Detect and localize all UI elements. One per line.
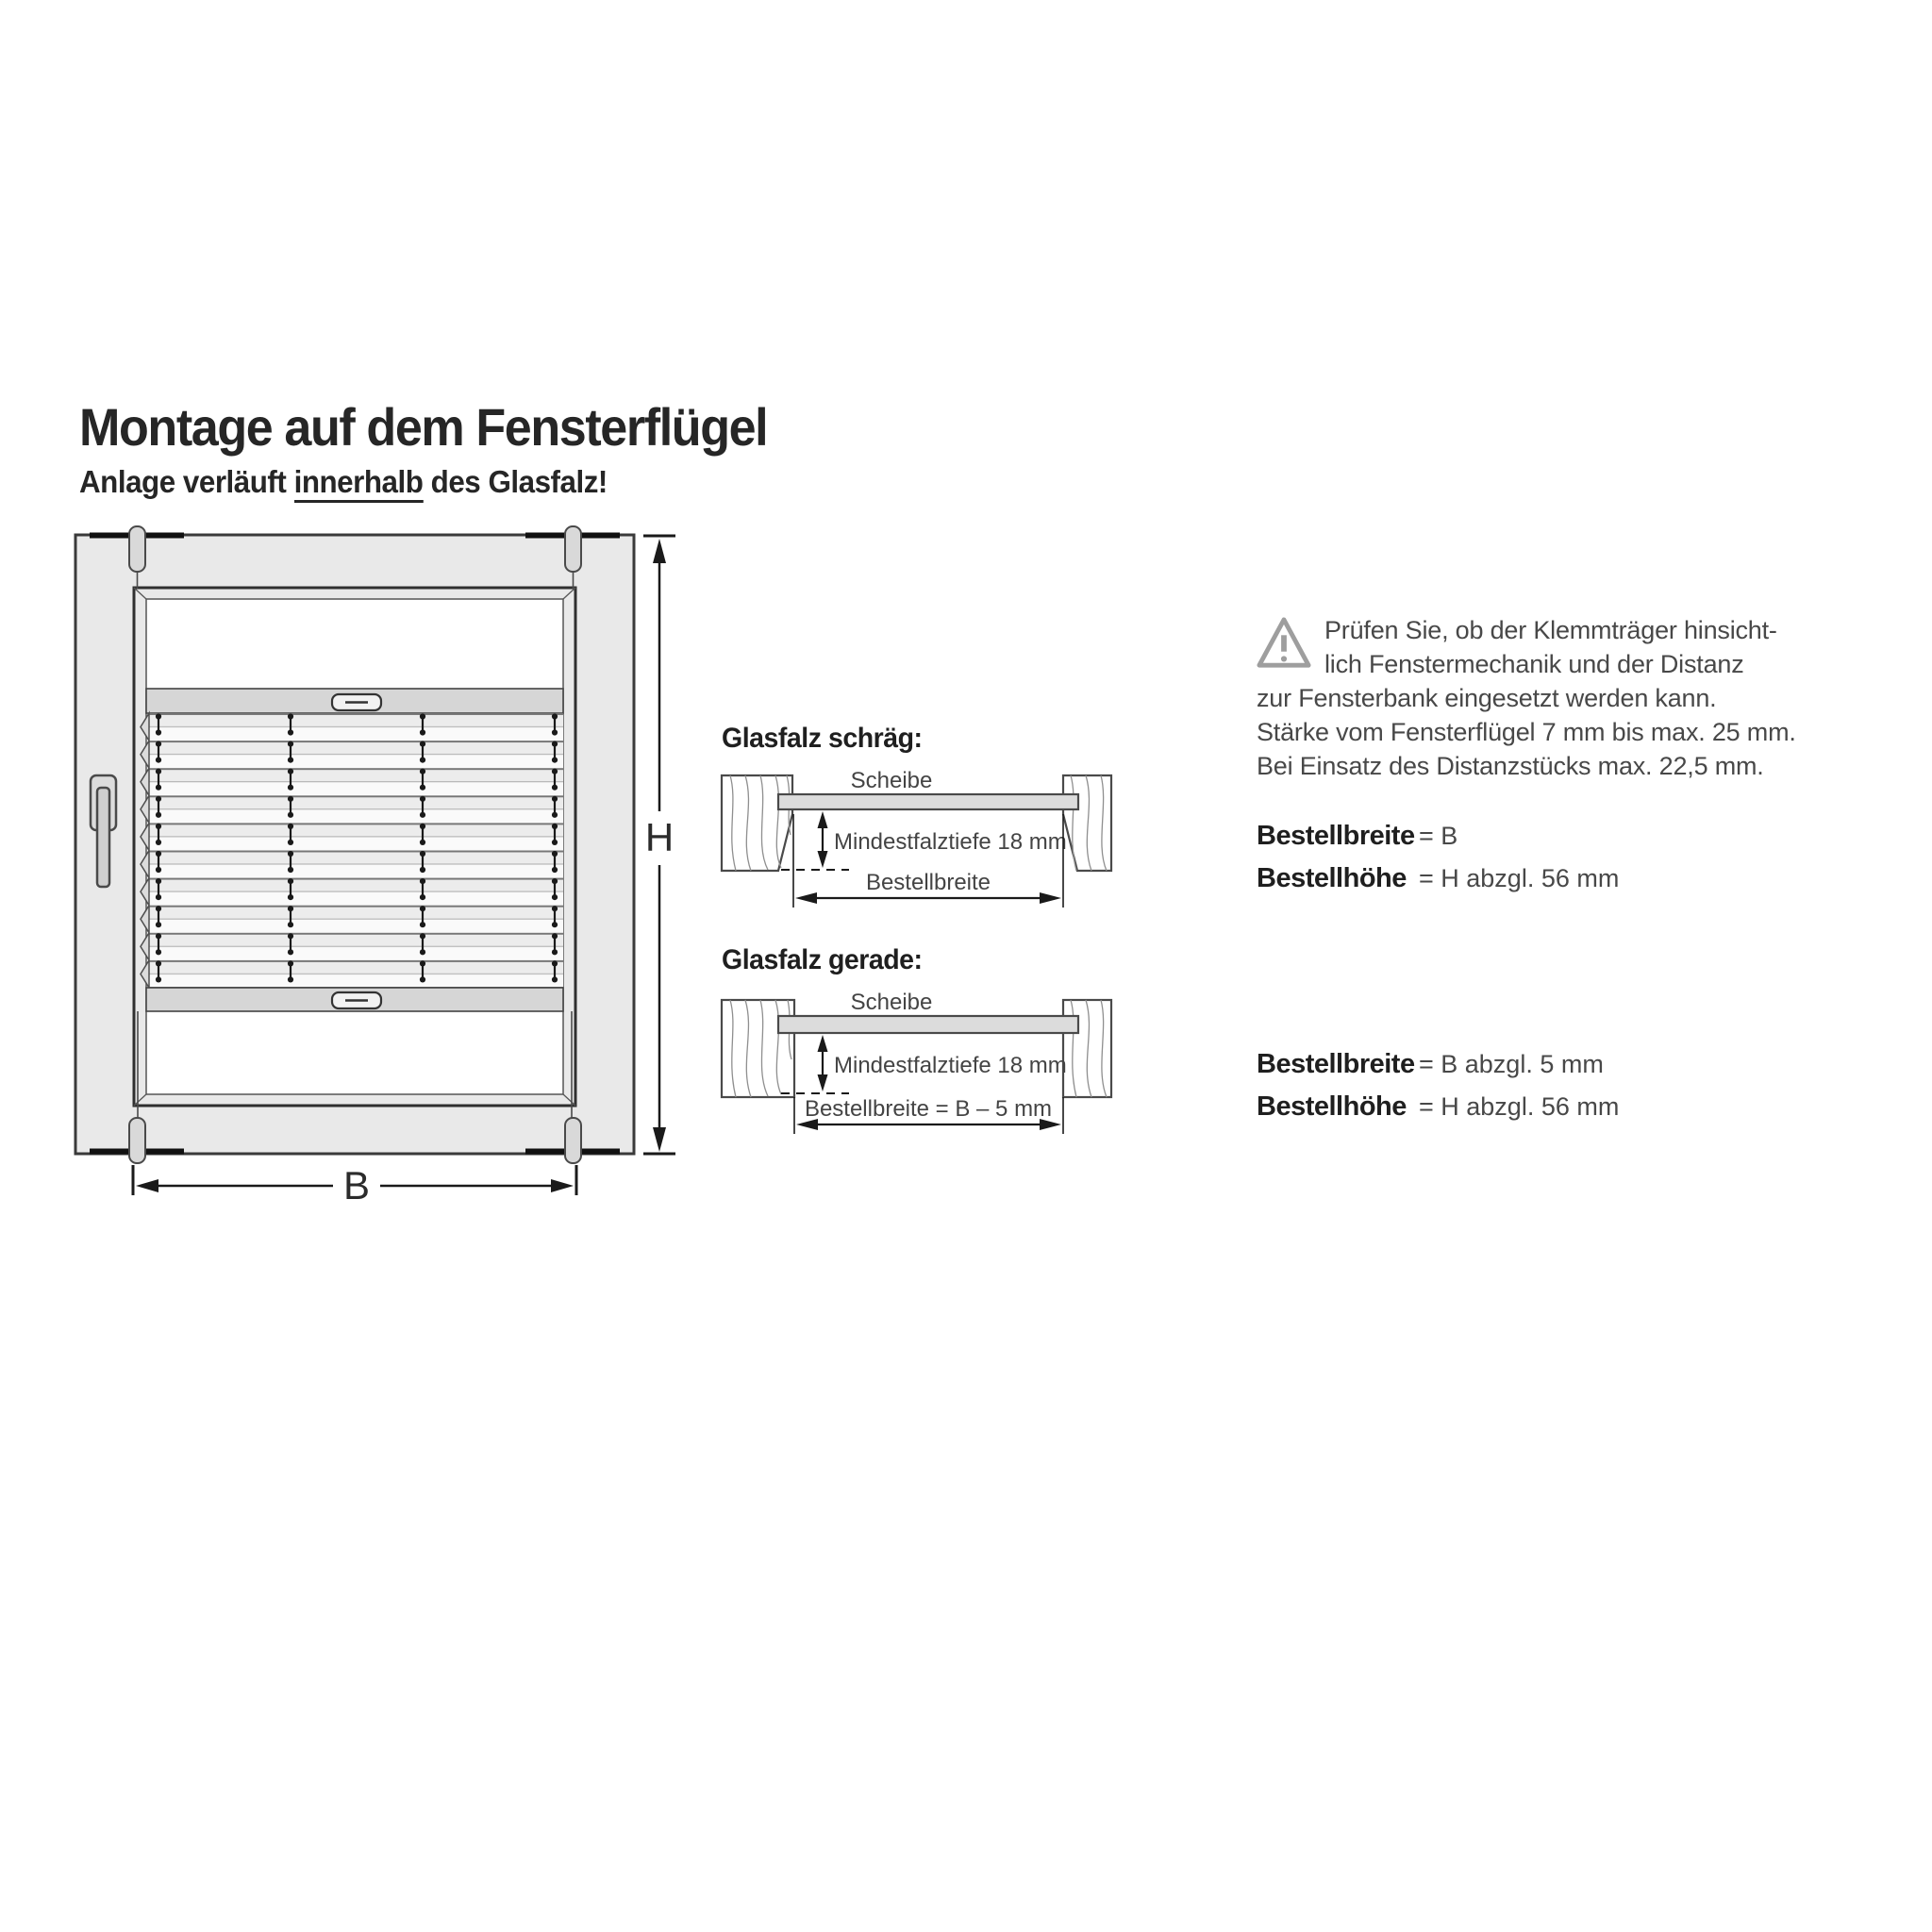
order-info-block-1: [1257, 817, 1619, 902]
glass-label: Scheibe: [850, 768, 933, 793]
order-height-label: Bestellhöhe: [1257, 863, 1407, 893]
clamp-bracket-bottom-left: [129, 1118, 145, 1163]
wood-frame-right: [1063, 775, 1111, 871]
order-row: [1257, 1045, 1619, 1088]
page-subtitle-pre: Anlage verläuft: [79, 464, 294, 499]
height-dimension-label: H: [644, 815, 675, 859]
window-diagram: [57, 514, 698, 1212]
order-info-block-2: [1257, 1045, 1619, 1130]
section-heading-glasfalz-schraeg: Glasfalz schräg:: [722, 723, 923, 754]
wood-frame-right: [1063, 1000, 1111, 1097]
order-row: [1257, 817, 1619, 859]
warning-line: Bei Einsatz des Distanzstücks max. 22,5 mm.: [1257, 752, 1764, 780]
depth-dimension: [818, 1035, 828, 1091]
order-height-value: = H abzgl. 56 mm: [1419, 864, 1620, 892]
order-width-value: = B abzgl. 5 mm: [1419, 1050, 1604, 1078]
depth-label: Mindestfalztiefe 18 mm: [834, 1053, 1067, 1078]
order-row: [1257, 1088, 1619, 1130]
warning-line: Stärke vom Fensterflügel 7 mm bis max. 25 mm.: [1257, 718, 1796, 746]
glass-pane-section: [778, 794, 1078, 809]
order-width-label: Bestellbreite: [865, 870, 991, 895]
order-width-label: Bestellbreite: [1257, 1049, 1415, 1079]
pleated-blind: [149, 713, 563, 988]
depth-label: Mindestfalztiefe 18 mm: [834, 829, 1067, 855]
page-subtitle-post: des Glasfalz!: [423, 464, 608, 499]
order-width-label: Bestellbreite = B – 5 mm: [804, 1096, 1053, 1122]
page-subtitle-underlined: innerhalb: [294, 464, 424, 503]
warning-line: lich Fenstermechanik und der Distanz: [1324, 650, 1744, 678]
glasfalz-gerade-diagram: [717, 986, 1123, 1141]
order-row: [1257, 859, 1619, 902]
clamp-bracket-top-right: [565, 526, 581, 572]
page-title: Montage auf dem Fensterflügel: [79, 397, 768, 457]
depth-dimension: [818, 811, 828, 868]
clamp-bracket-top-left: [129, 526, 145, 572]
order-width-label: Bestellbreite: [1257, 821, 1415, 851]
page-subtitle: [79, 464, 608, 500]
warning-triangle-icon: [1257, 615, 1311, 672]
glasfalz-schraeg-diagram: [717, 764, 1123, 915]
order-height-value: = H abzgl. 56 mm: [1419, 1092, 1620, 1121]
warning-line: zur Fensterbank eingesetzt werden kann.: [1257, 684, 1717, 712]
order-height-label: Bestellhöhe: [1257, 1091, 1407, 1122]
glass-label: Scheibe: [850, 990, 933, 1015]
glass-pane-section: [778, 1016, 1078, 1033]
section-heading-glasfalz-gerade: Glasfalz gerade:: [722, 944, 923, 975]
warning-line: Prüfen Sie, ob der Klemmträger hinsicht-: [1324, 616, 1777, 644]
order-width-value: = B: [1419, 822, 1458, 850]
clamp-bracket-bottom-right: [565, 1118, 581, 1163]
width-dimension-label: B: [342, 1163, 371, 1208]
warning-note: [1257, 613, 1804, 783]
